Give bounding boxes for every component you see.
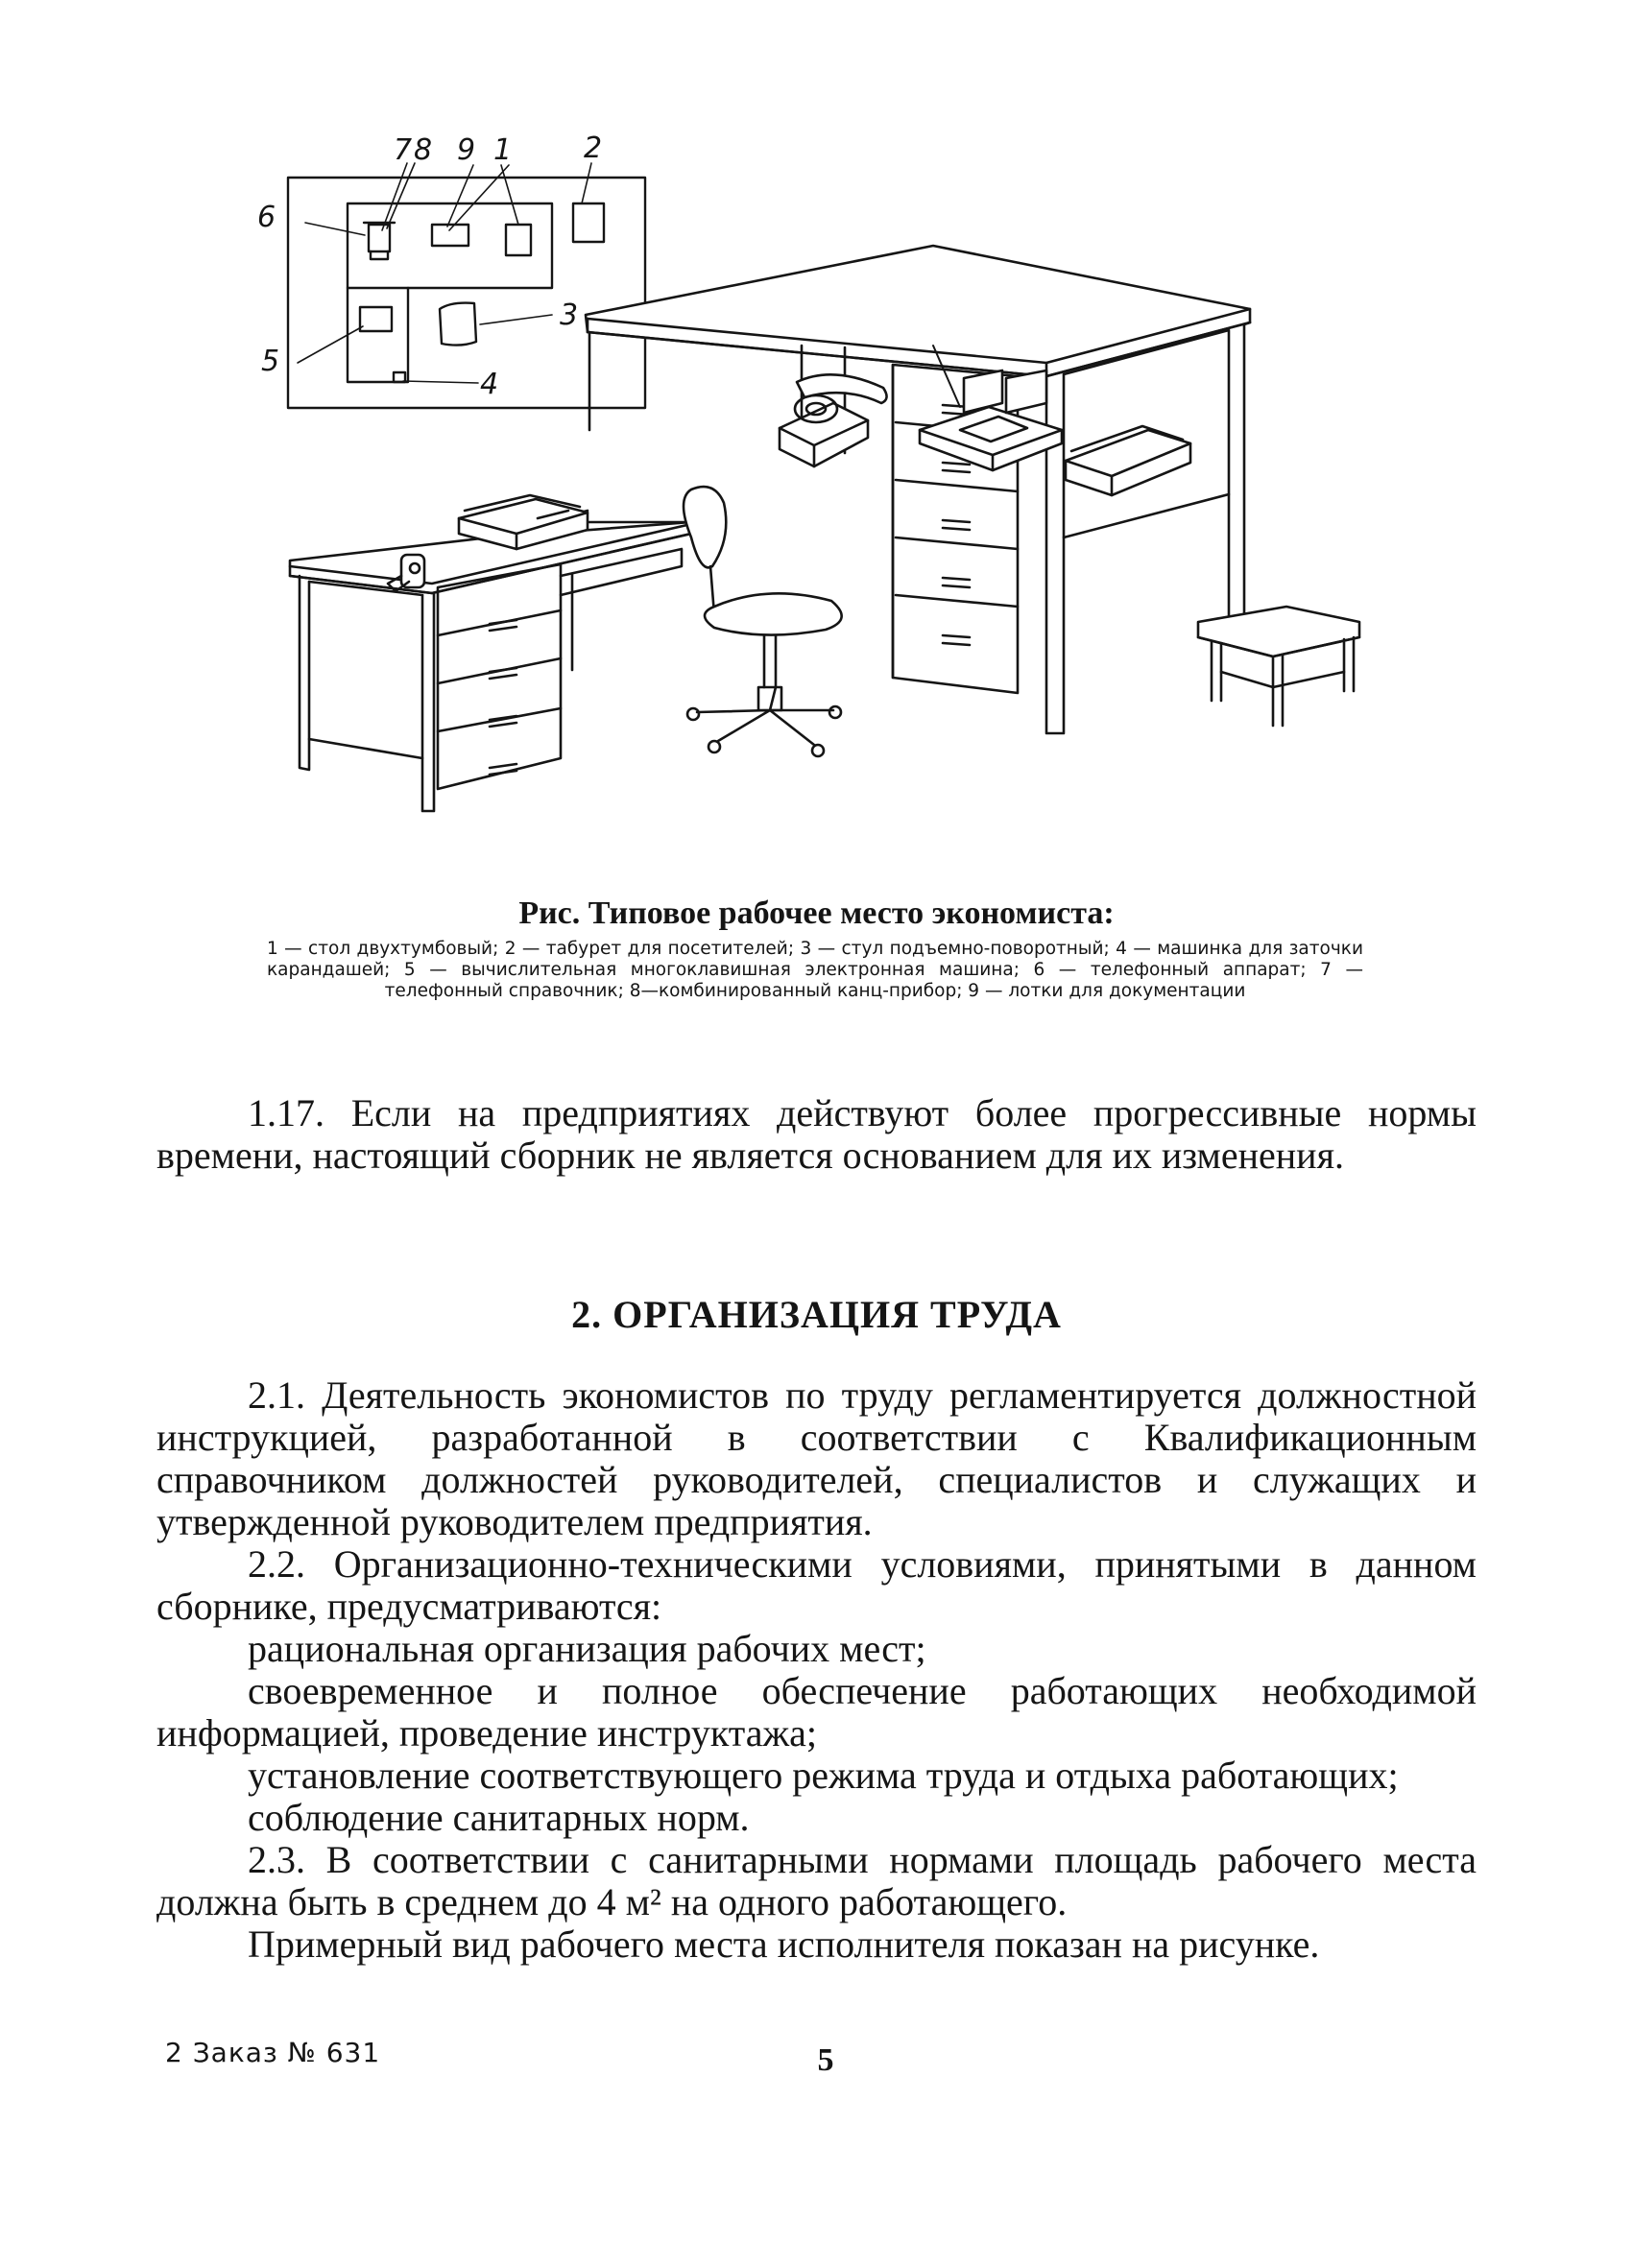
calculator-main — [1066, 426, 1190, 495]
order-number: 2 Заказ № 631 — [165, 2037, 381, 2068]
side-desk-pedestal — [438, 564, 561, 789]
plan-label-4: 4 — [480, 368, 499, 401]
office-chair — [684, 487, 842, 756]
plan-numbers — [257, 131, 602, 401]
list-item: своевременное и полное обеспечение работающих необходимой информацией, проведение инструктажа; — [156, 1669, 1477, 1755]
visitor-stool — [1198, 607, 1359, 726]
paragraph-2-2: 2.2. Организационно-техническими условиями, принятыми в данном сборнике, предусматриваются: — [156, 1542, 1477, 1628]
list-item: соблюдение санитарных норм. — [248, 1796, 750, 1839]
section-heading: 2. ОРГАНИЗАЦИЯ ТРУДА — [571, 1293, 1062, 1336]
side-desk — [290, 511, 691, 811]
plan-label-8: 8 — [414, 133, 433, 167]
telephone — [780, 374, 887, 466]
plan-label-2: 2 — [584, 131, 603, 165]
paragraph-example: Примерный вид рабочего места исполнителя показан на рисунке. — [248, 1922, 1320, 1966]
paragraph-2-3: 2.3. В соответствии с санитарными нормами площадь рабочего места должна быть в среднем до 4 м² на одного работающего. — [156, 1838, 1477, 1923]
paragraph-2-1: 2.1. Деятельность экономистов по труду регламентируется должностной инструкцией, разработанной в соответствии с Квалификационным справочником должностей руководителей, специалистов и служащих и утвержденной руководителем предприятия. — [156, 1373, 1477, 1543]
page-number: 5 — [817, 2042, 834, 2078]
plan-label-6: 6 — [257, 201, 276, 234]
plan-label-7: 7 — [394, 133, 413, 167]
list-item: рациональная организация рабочих мест; — [248, 1627, 926, 1670]
plan-label-9: 9 — [457, 133, 476, 167]
list-item: установление соответствующего режима труда и отдыха работающих; — [248, 1754, 1399, 1797]
main-desk — [586, 246, 1250, 733]
paragraph-1-17-block — [156, 1092, 1477, 1177]
paragraph-1-17: 1.17. Если на предприятиях действуют более прогрессивные нормы времени, настоящий сборник не является основанием для их изменения. — [156, 1091, 1477, 1177]
workplace-figure — [0, 0, 1633, 864]
plan-label-3: 3 — [560, 298, 579, 332]
figure-caption-body: 1 — стол двухтумбовый; 2 — табурет для посетителей; 3 — стул подъемно-поворотный; 4 — машинка для заточки карандашей; 5 — вычислительная многоклавишная электронная машина; 6 — телефонный аппарат; 7 — телефонный справочник; 8—комбинированный канц-прибор; 9 — лотки для документации — [267, 939, 1363, 1001]
plan-phone — [364, 223, 395, 259]
figure-caption-title: Рис. Типовое рабочее место экономиста: — [518, 895, 1115, 931]
floor-plan — [288, 163, 645, 408]
section-2-body — [156, 1374, 1477, 1966]
plan-label-1: 1 — [493, 133, 513, 167]
plan-label-5: 5 — [261, 345, 280, 378]
